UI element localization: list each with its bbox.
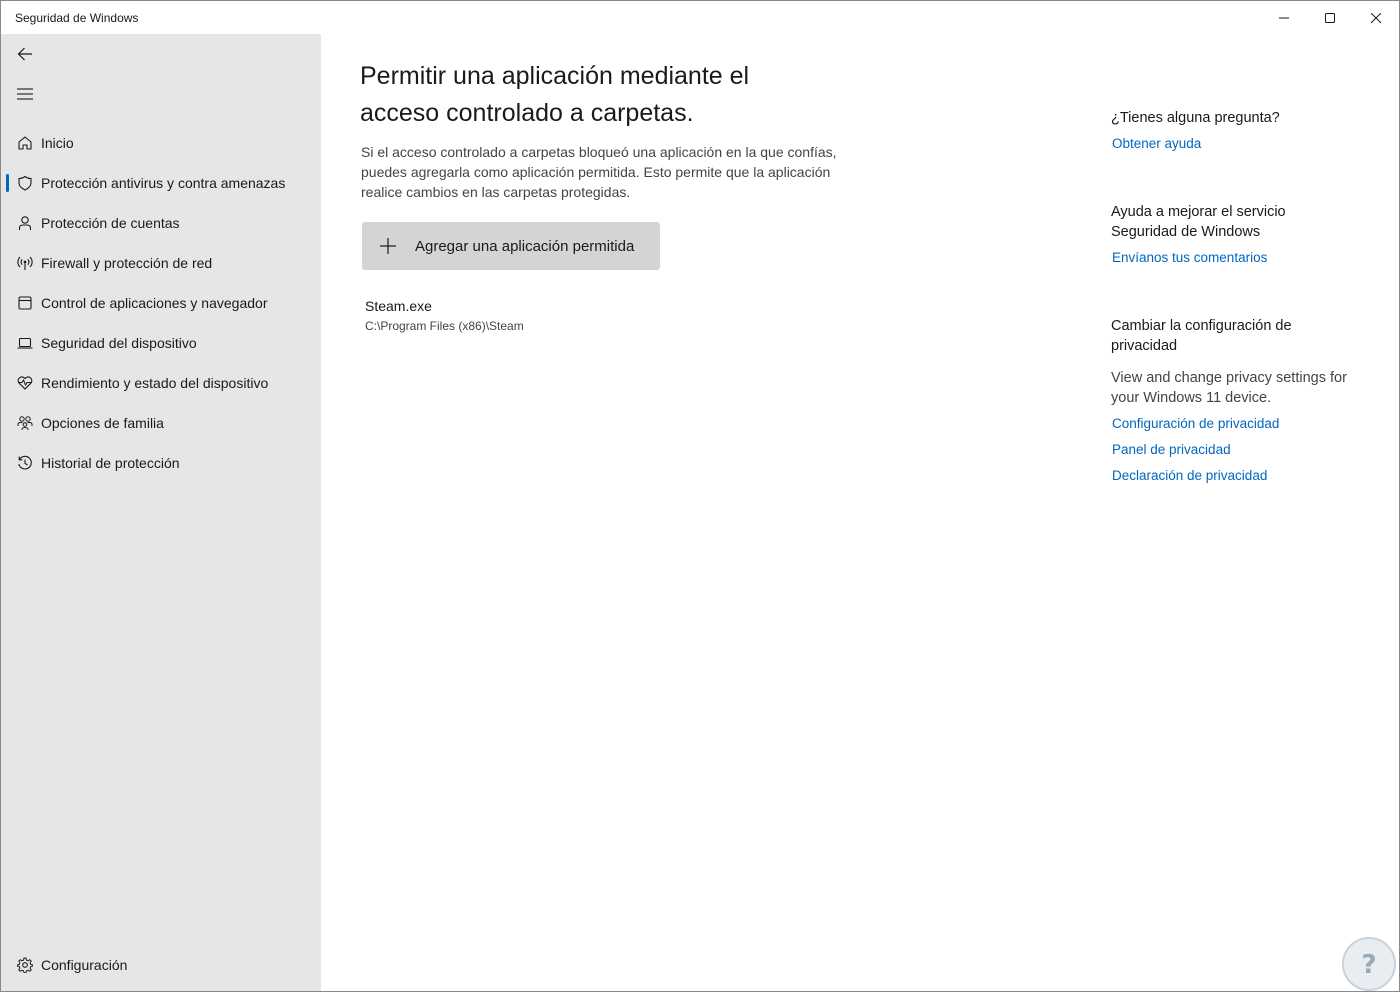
window-title: Seguridad de Windows bbox=[15, 11, 139, 25]
shield-icon bbox=[11, 165, 39, 201]
title-bar bbox=[1, 1, 1399, 34]
family-icon bbox=[11, 405, 39, 441]
history-icon bbox=[11, 445, 39, 481]
privacy-dashboard-link[interactable]: Panel de privacidad bbox=[1112, 442, 1231, 457]
sidebar-item-label: Control de aplicaciones y navegador bbox=[41, 295, 268, 311]
add-allowed-app-label: Agregar una aplicación permitida bbox=[415, 237, 635, 255]
sidebar-item-history[interactable] bbox=[5, 445, 317, 481]
person-icon bbox=[11, 205, 39, 241]
minimize-button[interactable] bbox=[1261, 1, 1307, 34]
sidebar-item-label: Inicio bbox=[41, 135, 74, 151]
privacy-settings-link[interactable]: Configuración de privacidad bbox=[1112, 416, 1280, 431]
laptop-icon bbox=[11, 325, 39, 361]
page-title: Permitir una aplicación mediante el acceso controlado a carpetas. bbox=[360, 62, 750, 127]
get-help-link[interactable]: Obtener ayuda bbox=[1112, 136, 1202, 151]
heart-pulse-icon bbox=[11, 365, 39, 401]
wireless-antenna-icon bbox=[11, 245, 39, 281]
sidebar-item-label: Configuración bbox=[41, 957, 128, 973]
back-button[interactable] bbox=[5, 36, 45, 72]
sidebar-item-label: Firewall y protección de red bbox=[41, 255, 213, 271]
app-path: C:\Program Files (x86)\Steam bbox=[365, 319, 524, 333]
feedback-link[interactable]: Envíanos tus comentarios bbox=[1112, 250, 1268, 265]
close-button[interactable] bbox=[1353, 1, 1399, 34]
sidebar bbox=[1, 34, 321, 991]
minimize-icon bbox=[1279, 13, 1289, 23]
question-heading: ¿Tienes alguna pregunta? bbox=[1111, 110, 1280, 126]
sidebar-item-inicio[interactable] bbox=[5, 125, 317, 161]
sidebar-item-cuentas[interactable] bbox=[5, 205, 317, 241]
sidebar-item-label: Seguridad del dispositivo bbox=[41, 335, 197, 351]
app-name: Steam.exe bbox=[365, 298, 432, 314]
svg-text:?: ? bbox=[1361, 950, 1377, 980]
sidebar-item-label: Rendimiento y estado del dispositivo bbox=[41, 375, 269, 391]
sidebar-item-family[interactable] bbox=[5, 405, 317, 441]
sidebar-item-antivirus[interactable] bbox=[5, 165, 317, 201]
improve-heading: Ayuda a mejorar el servicio Seguridad de Windows bbox=[1111, 204, 1286, 240]
sidebar-item-label: Opciones de familia bbox=[41, 415, 164, 431]
hamburger-menu-icon bbox=[17, 88, 33, 100]
add-allowed-app-button[interactable] bbox=[362, 222, 660, 270]
allowed-app-item[interactable] bbox=[365, 298, 524, 333]
maximize-button[interactable] bbox=[1307, 1, 1353, 34]
maximize-icon bbox=[1325, 13, 1335, 23]
sidebar-item-app-control[interactable] bbox=[5, 285, 317, 321]
sidebar-item-label: Protección antivirus y contra amenazas bbox=[41, 175, 286, 191]
sidebar-item-performance[interactable] bbox=[5, 365, 317, 401]
close-icon bbox=[1371, 13, 1381, 23]
page-description: Si el acceso controlado a carpetas bloqueó una aplicación en la que confías, puedes agregarla como aplicación permitida. Esto permite que la aplicación realice cambios en las carpetas protegidas. bbox=[361, 144, 837, 200]
app-window-icon bbox=[11, 285, 39, 321]
back-arrow-icon bbox=[17, 46, 33, 62]
gear-icon bbox=[11, 947, 39, 983]
sidebar-item-device-security[interactable] bbox=[5, 325, 317, 361]
sidebar-item-label: Historial de protección bbox=[41, 455, 180, 471]
sidebar-item-settings[interactable] bbox=[5, 947, 317, 983]
help-watermark-icon bbox=[1342, 937, 1396, 991]
plus-icon bbox=[379, 237, 397, 255]
menu-button[interactable] bbox=[5, 76, 45, 112]
privacy-text: View and change privacy settings for your Windows 11 device. bbox=[1111, 370, 1347, 406]
privacy-heading: Cambiar la configuración de privacidad bbox=[1111, 318, 1292, 354]
privacy-statement-link[interactable]: Declaración de privacidad bbox=[1112, 468, 1268, 483]
home-icon bbox=[11, 125, 39, 161]
main-content bbox=[321, 34, 1399, 991]
sidebar-item-firewall[interactable] bbox=[5, 245, 317, 281]
sidebar-item-label: Protección de cuentas bbox=[41, 215, 180, 231]
